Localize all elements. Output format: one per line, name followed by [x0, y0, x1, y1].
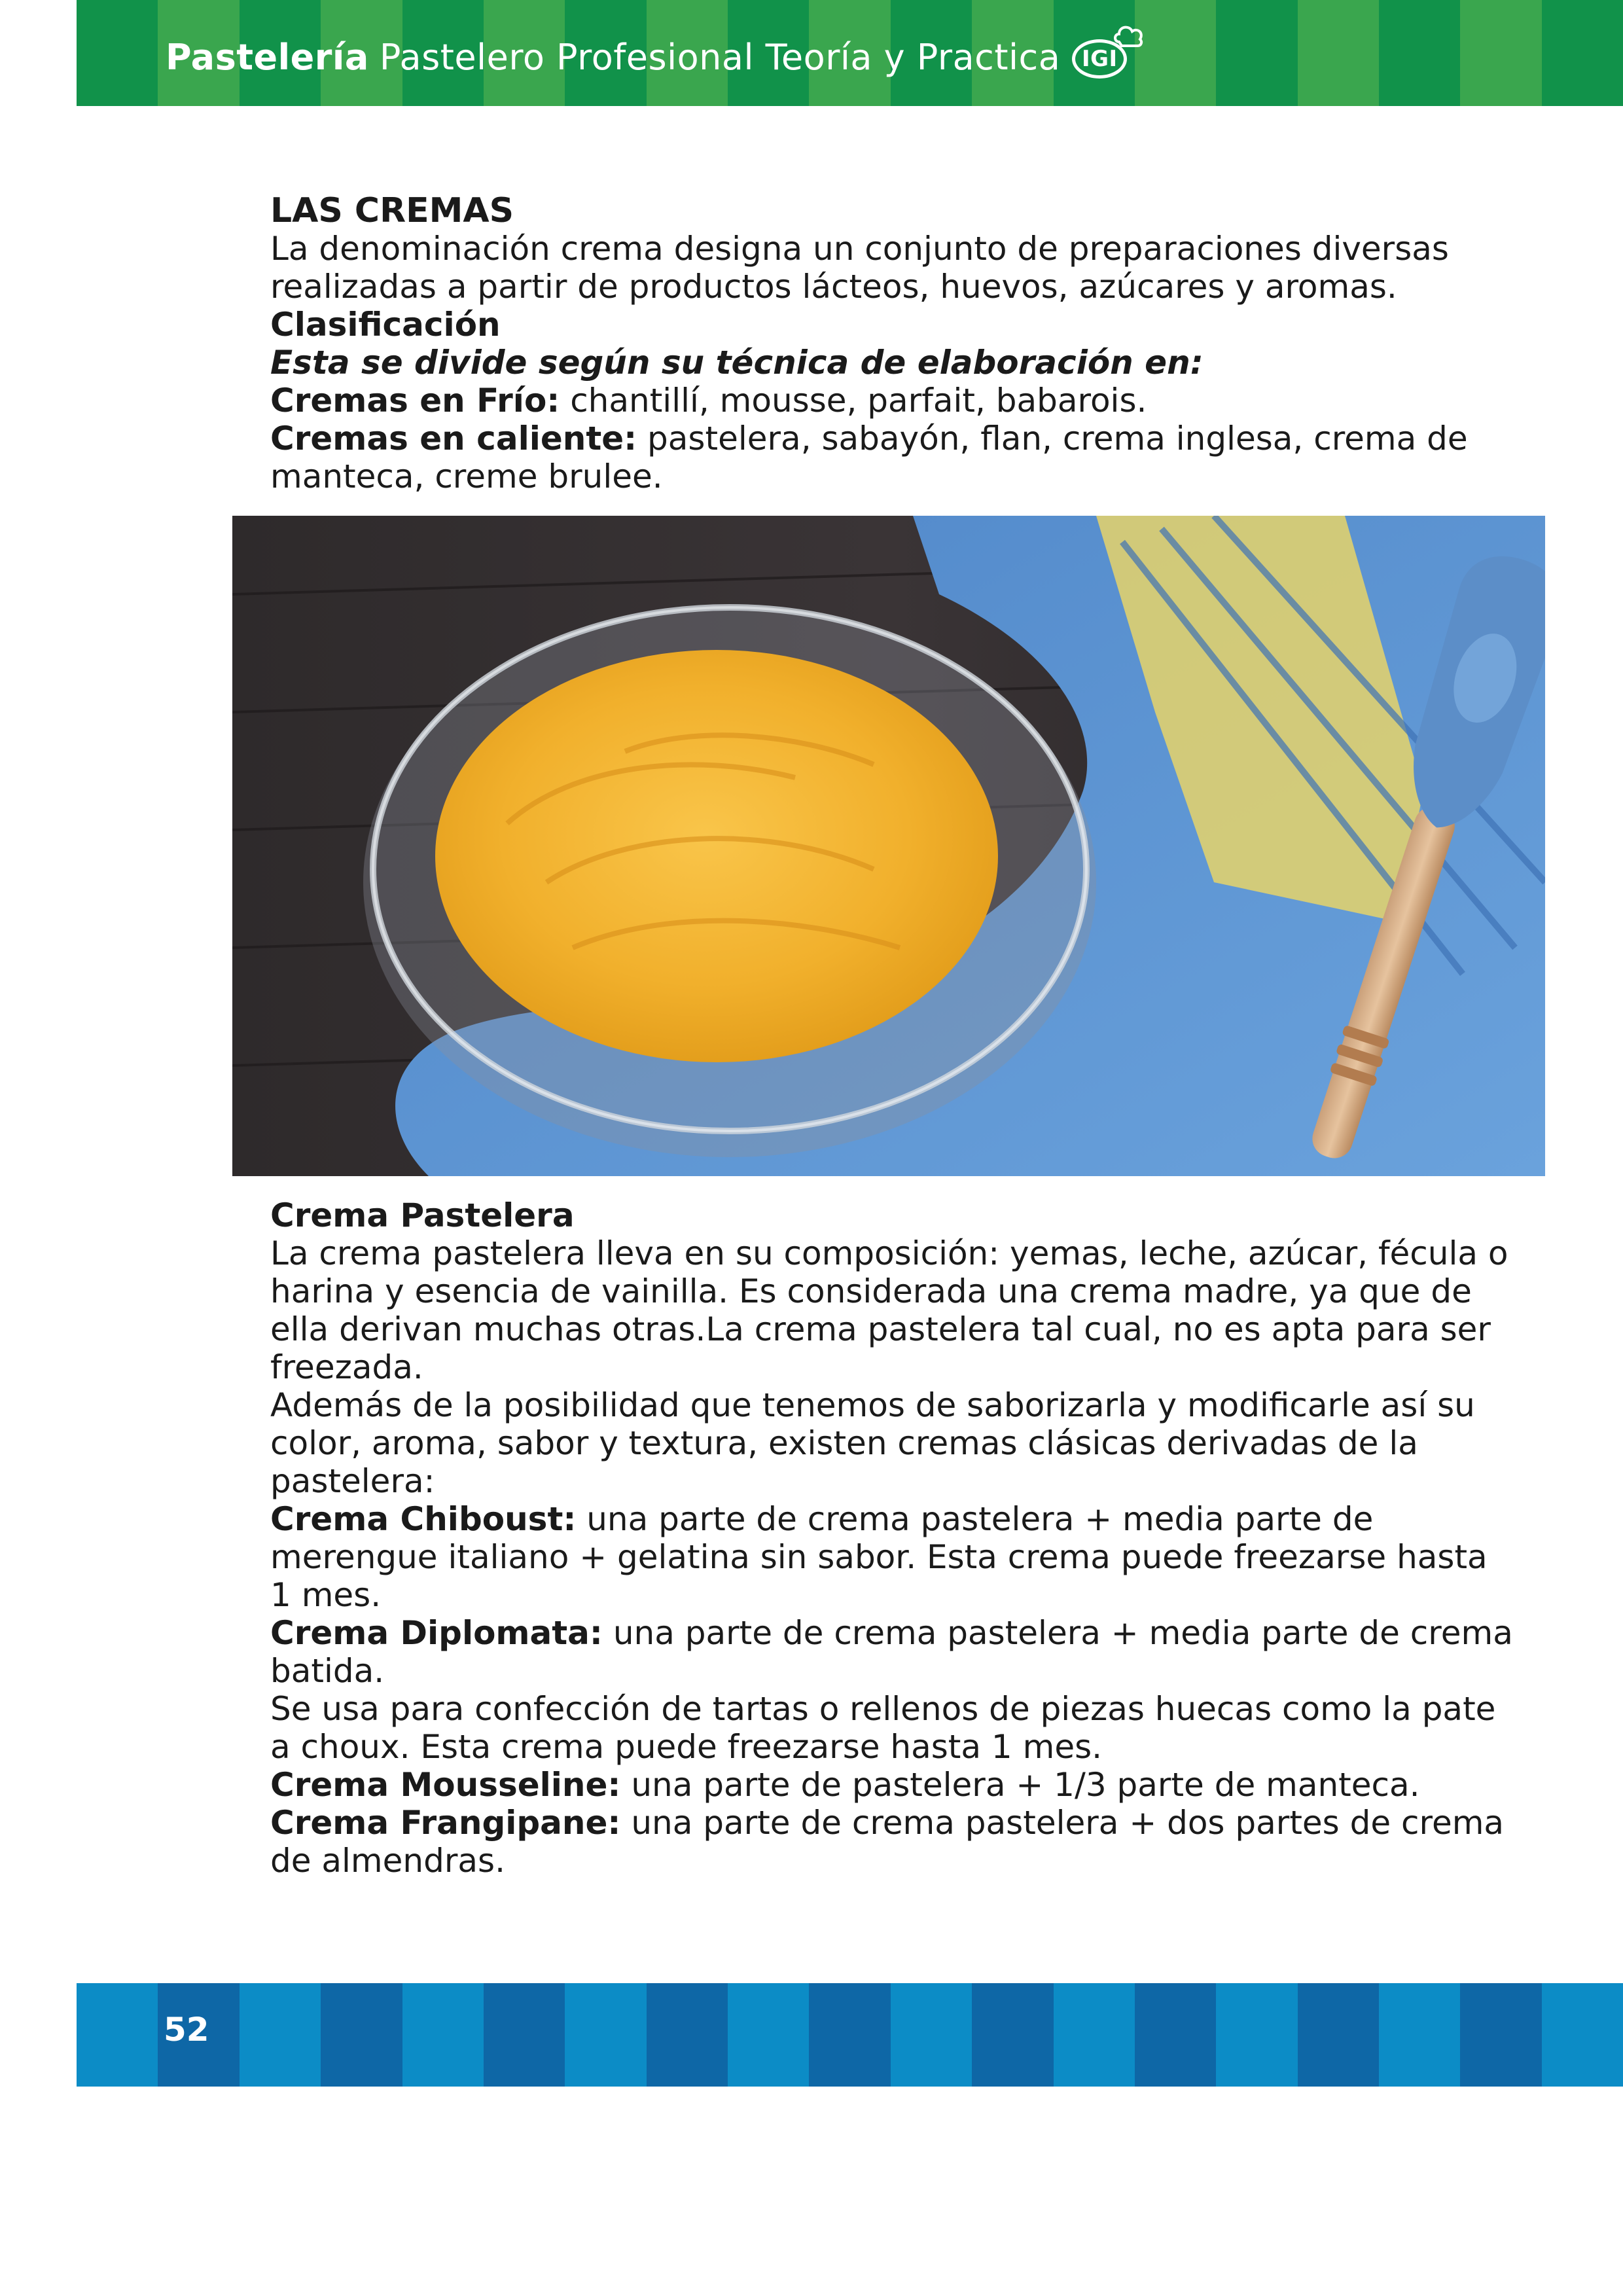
- cold-creams-label: Cremas en Frío:: [270, 382, 560, 420]
- footer-tile: [891, 1983, 972, 2087]
- igi-logo: [1072, 33, 1137, 81]
- diplomata-usage: Se usa para confección de tartas o rellenos de piezas huecas como la pate a choux. Esta crema puede freezarse hasta 1 mes.: [270, 1690, 1496, 1766]
- header-brand: Pastelería: [166, 36, 369, 78]
- footer-tile: [728, 1983, 809, 2087]
- header-subtitle: Pastelero Profesional Teoría y Practica: [379, 36, 1061, 78]
- pastelera-derivatives-intro: Además de la posibilidad que tenemos de saborizarla y modificarle así su color, aroma, sabor y textura, existen cremas clásicas derivadas de la pastelera:: [270, 1386, 1475, 1500]
- footer-tile: [565, 1983, 646, 2087]
- mousseline-text: una parte de pastelera + 1/3 parte de manteca.: [620, 1766, 1420, 1804]
- diplomata-label: Crema Diplomata:: [270, 1614, 603, 1652]
- cold-creams-text: chantillí, mousse, parfait, babarois.: [560, 382, 1147, 420]
- header-title: [166, 34, 1137, 80]
- footer-tile: [1216, 1983, 1297, 2087]
- header-tile: [1298, 0, 1379, 106]
- mousseline-line: [270, 1766, 1514, 1804]
- footer-tile: [77, 1983, 158, 2087]
- header-tile: [77, 0, 158, 106]
- footer-tile: [402, 1983, 484, 2087]
- pastry-cream-photo: [232, 516, 1545, 1176]
- pastelera-paragraph: La crema pastelera lleva en su composición: yemas, leche, azúcar, fécula o harina y esencia de vainilla. Es considerada una crema madre, ya que de ella derivan muchas otras.La crema pastelera tal cual, no es apta para ser freezada.: [270, 1234, 1508, 1386]
- footer-tile: [1460, 1983, 1541, 2087]
- classification-subheading: Esta se divide según su técnica de elaboración en:: [270, 344, 1204, 382]
- footer-tile: [647, 1983, 728, 2087]
- mousseline-label: Crema Mousseline:: [270, 1766, 621, 1804]
- footer-tile: [484, 1983, 565, 2087]
- frangipane-line: [270, 1804, 1514, 1880]
- chiboust-text: una parte de crema pastelera + media parte de merengue italiano + gelatina sin sabor. Esta crema puede freezarse hasta 1 mes.: [270, 1500, 1488, 1614]
- footer-tile: [1542, 1983, 1623, 2087]
- header-tile: [1542, 0, 1623, 106]
- intro-paragraph: La denominación crema designa un conjunto de preparaciones diversas realizadas a partir de productos lácteos, huevos, azúcares y aromas.: [270, 230, 1449, 306]
- footer-tile: [1054, 1983, 1135, 2087]
- footer-tile: [1135, 1983, 1216, 2087]
- intro-section: [270, 192, 1514, 495]
- footer-tile: [809, 1983, 890, 2087]
- hot-creams-label: Cremas en caliente:: [270, 420, 637, 457]
- chiboust-label: Crema Chiboust:: [270, 1500, 577, 1538]
- footer-tile: [1298, 1983, 1379, 2087]
- diplomata-line: [270, 1614, 1514, 1690]
- footer-tile: [240, 1983, 321, 2087]
- chiboust-line: [270, 1500, 1514, 1614]
- header-tile: [1379, 0, 1460, 106]
- frangipane-text: una parte de crema pastelera + dos partes de crema de almendras.: [270, 1804, 1505, 1880]
- header-tile: [1135, 0, 1216, 106]
- chef-hat-icon: [1113, 22, 1145, 52]
- section-title: LAS CREMAS: [270, 191, 514, 230]
- pastelera-section: [270, 1196, 1514, 1880]
- page-number: 52: [164, 2011, 209, 2049]
- hot-creams-text: pastelera, sabayón, flan, crema inglesa, crema de manteca, creme brulee.: [270, 420, 1468, 495]
- classification-heading: Clasificación: [270, 306, 501, 344]
- cold-creams-line: [270, 382, 1514, 420]
- footer-tile: [321, 1983, 402, 2087]
- footer-tile: [1379, 1983, 1460, 2087]
- frangipane-label: Crema Frangipane:: [270, 1804, 621, 1842]
- pastelera-title: Crema Pastelera: [270, 1196, 575, 1234]
- footer-band: [77, 1983, 1623, 2087]
- footer-tile: [972, 1983, 1053, 2087]
- hot-creams-line: [270, 420, 1514, 495]
- diplomata-text: una parte de crema pastelera + media parte de crema batida.: [270, 1614, 1513, 1690]
- header-tile: [1216, 0, 1297, 106]
- header-tile: [1460, 0, 1541, 106]
- igi-logo-text: IGI: [1072, 39, 1127, 79]
